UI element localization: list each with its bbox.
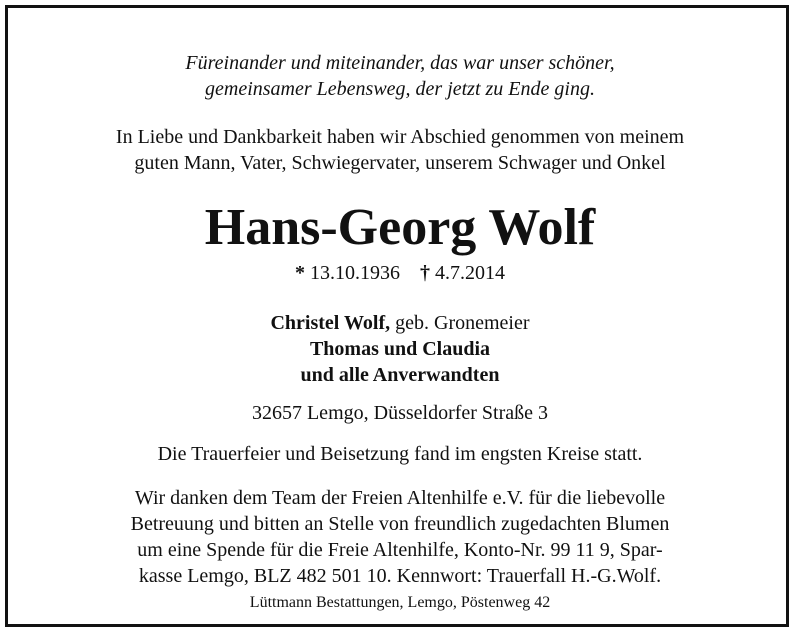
motto-line-2: gemeinsamer Lebensweg, der jetzt zu Ende ging.: [205, 78, 595, 100]
death-date: 4.7.2014: [435, 262, 505, 284]
mourner-relatives: und alle Anverwandten: [300, 364, 500, 386]
intro-line-2: guten Mann, Vater, Schwiegervater, unserem Schwager und Onkel: [134, 152, 666, 174]
death-symbol: †: [420, 262, 430, 284]
thanks-line-2: Betreuung und bitten an Stelle von freundlich zugedachten Blumen: [130, 513, 670, 535]
ceremony-note: Die Trauerfeier und Beisetzung fand im engsten Kreise statt.: [157, 443, 643, 465]
life-dates: [0, 260, 800, 286]
thanks-line-3: um eine Spende für die Freie Altenhilfe, Konto-Nr. 99 11 9, Spar-: [137, 539, 663, 561]
mourner-spouse: [0, 310, 800, 336]
thanks-line-4: kasse Lemgo, BLZ 482 501 10. Kennwort: Trauerfall H.-G.Wolf.: [138, 565, 662, 587]
birth-date: 13.10.1936: [310, 262, 400, 284]
spouse-birthname: geb. Gronemeier: [395, 312, 530, 334]
intro-line-1: In Liebe und Dankbarkeit haben wir Abschied genommen von meinem: [115, 126, 685, 148]
deceased-name: Hans-Georg Wolf: [204, 199, 596, 256]
birth-symbol: *: [295, 262, 305, 284]
thanks-line-1: Wir danken dem Team der Freien Altenhilfe e.V. für die liebevolle: [134, 487, 666, 509]
funeral-home: Lüttmann Bestattungen, Lemgo, Pöstenweg 42: [249, 594, 551, 611]
mourner-children: Thomas und Claudia: [309, 338, 491, 360]
address: 32657 Lemgo, Düsseldorfer Straße 3: [251, 402, 549, 424]
motto-line-1: Füreinander und miteinander, das war unser schöner,: [185, 52, 615, 74]
spouse-name: Christel Wolf,: [270, 312, 391, 334]
